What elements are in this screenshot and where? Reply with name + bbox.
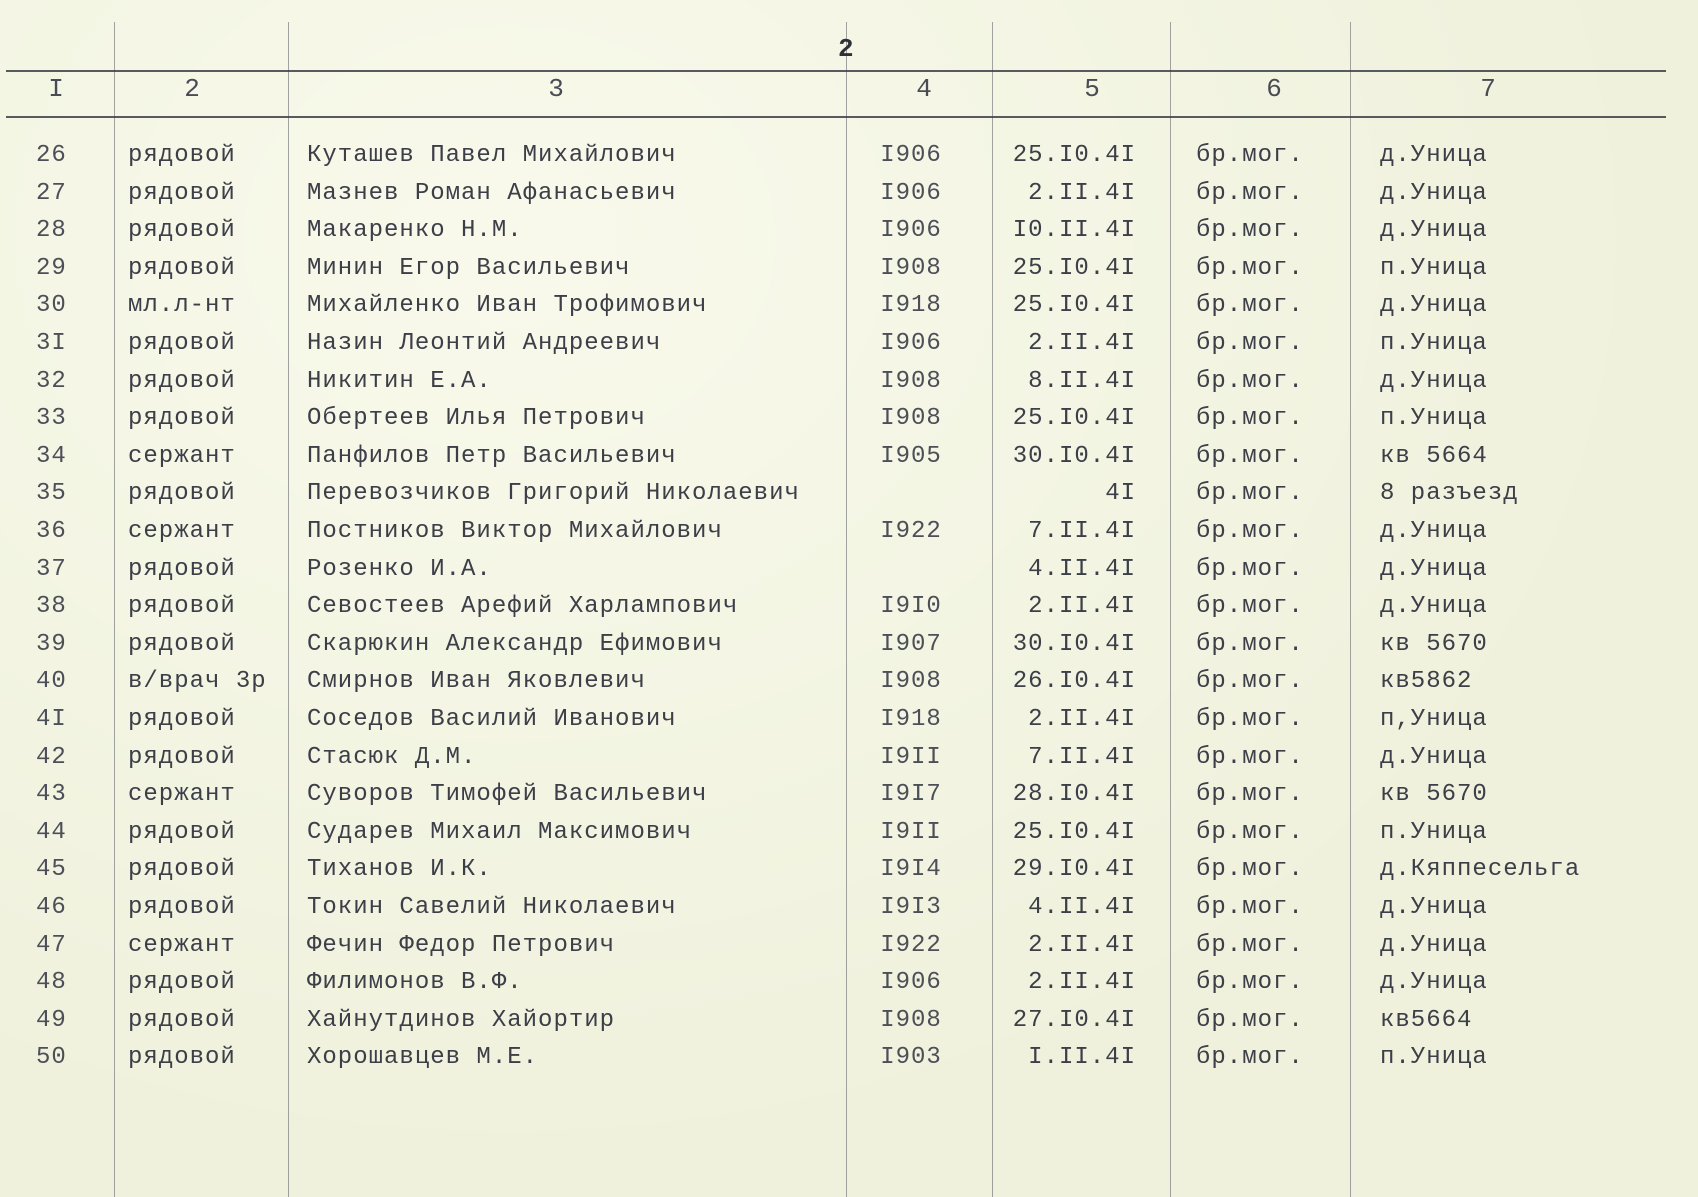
- rank: рядовой: [128, 555, 236, 583]
- burial-type: бр.мог.: [1196, 593, 1304, 621]
- row-number: 33: [36, 405, 67, 433]
- burial-type: бр.мог.: [1196, 518, 1304, 545]
- table-row: [0, 776, 1698, 813]
- burial-type: бр.мог.: [1196, 480, 1304, 508]
- birth-year: I9II: [880, 818, 942, 846]
- burial-place: п,Уница: [1380, 706, 1488, 733]
- rank: рядовой: [128, 593, 236, 621]
- full-name: Мазнев Роман Афанасьевич: [307, 179, 677, 207]
- burial-type: бр.мог.: [1196, 818, 1304, 846]
- table-row: [0, 1039, 1698, 1076]
- table-row: [0, 701, 1698, 738]
- table-row: [0, 212, 1698, 249]
- birth-year: I908: [880, 1006, 942, 1034]
- burial-place: п.Уница: [1380, 405, 1488, 433]
- row-number: 27: [36, 179, 67, 207]
- row-number: 47: [36, 931, 67, 959]
- rank: рядовой: [128, 367, 236, 395]
- rank: рядовой: [128, 405, 236, 433]
- burial-type: бр.мог.: [1196, 330, 1304, 357]
- rank: рядовой: [128, 894, 236, 921]
- rank: рядовой: [128, 217, 236, 245]
- full-name: Перевозчиков Григорий Николаевич: [307, 480, 800, 508]
- full-name: Тиханов И.К.: [307, 856, 492, 884]
- table-row: [0, 475, 1698, 512]
- death-date: 4.II.4I: [1028, 555, 1136, 583]
- full-name: Суворов Тимофей Васильевич: [307, 781, 708, 809]
- burial-place: п.Уница: [1380, 1044, 1488, 1072]
- burial-type: бр.мог.: [1196, 781, 1304, 809]
- row-number: 48: [36, 969, 67, 997]
- rank: рядовой: [128, 142, 236, 169]
- burial-type: бр.мог.: [1196, 367, 1304, 395]
- birth-year: I907: [880, 630, 942, 658]
- rank: рядовой: [128, 818, 236, 846]
- rank: рядовой: [128, 179, 236, 207]
- full-name: Скарюкин Александр Ефимович: [307, 630, 723, 658]
- row-number: 49: [36, 1006, 67, 1034]
- row-number: 40: [36, 668, 67, 696]
- table-row: [0, 325, 1698, 362]
- burial-place: д.Уница: [1380, 743, 1488, 771]
- row-number: 4I: [36, 706, 67, 733]
- burial-place: кв 5670: [1380, 781, 1488, 809]
- full-name: Михайленко Иван Трофимович: [307, 292, 708, 320]
- row-number: 42: [36, 743, 67, 771]
- birth-year: I9I4: [880, 856, 942, 884]
- burial-place: 8 разъезд: [1380, 480, 1519, 508]
- death-date: 25.I0.4I: [1012, 818, 1136, 846]
- death-date: 25.I0.4I: [1012, 292, 1136, 320]
- row-number: 3I: [36, 330, 67, 357]
- full-name: Хорошавцев М.Е.: [307, 1044, 539, 1072]
- burial-type: бр.мог.: [1196, 442, 1304, 470]
- burial-place: д.Уница: [1380, 555, 1488, 583]
- table-row: [0, 551, 1698, 588]
- full-name: Минин Егор Васильевич: [307, 254, 631, 282]
- birth-year: I9I7: [880, 781, 942, 809]
- burial-place: д.Уница: [1380, 969, 1488, 997]
- burial-type: бр.мог.: [1196, 292, 1304, 320]
- column-header-2: 2: [184, 74, 200, 104]
- birth-year: I906: [880, 217, 942, 245]
- birth-year: I908: [880, 668, 942, 696]
- table-row: [0, 851, 1698, 888]
- death-date: 2.II.4I: [1028, 593, 1136, 621]
- full-name: Смирнов Иван Яковлевич: [307, 668, 646, 696]
- table-row: [0, 175, 1698, 212]
- burial-place: д.Уница: [1380, 142, 1488, 169]
- burial-type: бр.мог.: [1196, 1006, 1304, 1034]
- death-date: 26.I0.4I: [1012, 668, 1136, 696]
- full-name: Куташев Павел Михайлович: [307, 142, 677, 169]
- burial-place: кв5664: [1380, 1006, 1473, 1034]
- birth-year: I908: [880, 254, 942, 282]
- birth-year: I908: [880, 405, 942, 433]
- row-number: 35: [36, 480, 67, 508]
- burial-type: бр.мог.: [1196, 668, 1304, 696]
- row-number: 36: [36, 518, 67, 545]
- row-number: 30: [36, 292, 67, 320]
- row-number: 28: [36, 217, 67, 245]
- column-header-4: 4: [916, 74, 932, 104]
- death-date: 30.I0.4I: [1012, 630, 1136, 658]
- burial-place: д.Уница: [1380, 518, 1488, 545]
- column-header-6: 6: [1266, 74, 1282, 104]
- death-date: I0.II.4I: [1012, 217, 1136, 245]
- burial-type: бр.мог.: [1196, 931, 1304, 959]
- death-date: I.II.4I: [1028, 1044, 1136, 1072]
- birth-year: I9I3: [880, 894, 942, 921]
- row-number: 26: [36, 142, 67, 169]
- birth-year: I906: [880, 330, 942, 357]
- full-name: Соседов Василий Иванович: [307, 706, 677, 733]
- death-date: 25.I0.4I: [1012, 254, 1136, 282]
- death-date: 2.II.4I: [1028, 931, 1136, 959]
- rank: в/врач 3р: [128, 668, 267, 696]
- full-name: Постников Виктор Михайлович: [307, 518, 723, 545]
- birth-year: I906: [880, 179, 942, 207]
- burial-type: бр.мог.: [1196, 743, 1304, 771]
- death-date: 30.I0.4I: [1012, 442, 1136, 470]
- birth-year: I9II: [880, 743, 942, 771]
- full-name: Хайнутдинов Хайортир: [307, 1006, 616, 1034]
- burial-type: бр.мог.: [1196, 856, 1304, 884]
- rank: сержант: [128, 931, 236, 959]
- burial-place: д.Кяппесельга: [1380, 856, 1581, 884]
- burial-place: п.Уница: [1380, 818, 1488, 846]
- column-header-7: 7: [1480, 74, 1496, 104]
- birth-year: I903: [880, 1044, 942, 1072]
- row-number: 46: [36, 894, 67, 921]
- burial-type: бр.мог.: [1196, 706, 1304, 733]
- column-header-3: 3: [548, 74, 564, 104]
- burial-place: кв 5670: [1380, 630, 1488, 658]
- table-row: [0, 588, 1698, 625]
- burial-place: д.Уница: [1380, 292, 1488, 320]
- burial-type: бр.мог.: [1196, 1044, 1304, 1072]
- burial-type: бр.мог.: [1196, 254, 1304, 282]
- table-row: [0, 287, 1698, 324]
- birth-year: I922: [880, 518, 942, 545]
- burial-type: бр.мог.: [1196, 179, 1304, 207]
- death-date: 28.I0.4I: [1012, 781, 1136, 809]
- rank: рядовой: [128, 969, 236, 997]
- full-name: Макаренко Н.М.: [307, 217, 523, 245]
- table-row: [0, 363, 1698, 400]
- full-name: Панфилов Петр Васильевич: [307, 442, 677, 470]
- rank: сержант: [128, 518, 236, 545]
- table-row: [0, 739, 1698, 776]
- table-row: [0, 438, 1698, 475]
- rank: мл.л-нт: [128, 292, 236, 320]
- death-date: 2.II.4I: [1028, 969, 1136, 997]
- full-name: Стасюк Д.М.: [307, 743, 477, 771]
- burial-place: п.Уница: [1380, 254, 1488, 282]
- birth-year: I905: [880, 442, 942, 470]
- burial-type: бр.мог.: [1196, 894, 1304, 921]
- burial-type: бр.мог.: [1196, 405, 1304, 433]
- row-number: 50: [36, 1044, 67, 1072]
- row-number: 44: [36, 818, 67, 846]
- death-date: 4I: [1105, 480, 1136, 508]
- column-header-1: I: [48, 74, 64, 104]
- table-row: [0, 1002, 1698, 1039]
- full-name: Севостеев Арефий Харлампович: [307, 593, 739, 621]
- row-number: 45: [36, 856, 67, 884]
- death-date: 7.II.4I: [1028, 518, 1136, 545]
- rank: рядовой: [128, 254, 236, 282]
- full-name: Сударев Михаил Максимович: [307, 818, 693, 846]
- burial-place: кв5862: [1380, 668, 1473, 696]
- rank: рядовой: [128, 706, 236, 733]
- table-row: [0, 626, 1698, 663]
- row-number: 34: [36, 442, 67, 470]
- burial-place: кв 5664: [1380, 442, 1488, 470]
- burial-place: д.Уница: [1380, 217, 1488, 245]
- row-number: 43: [36, 781, 67, 809]
- page-number: 2: [838, 34, 854, 64]
- row-number: 38: [36, 593, 67, 621]
- burial-place: д.Уница: [1380, 894, 1488, 921]
- table-row: [0, 400, 1698, 437]
- row-number: 29: [36, 254, 67, 282]
- table-row: [0, 814, 1698, 851]
- full-name: Фечин Федор Петрович: [307, 931, 616, 959]
- death-date: 25.I0.4I: [1012, 142, 1136, 169]
- burial-place: д.Уница: [1380, 931, 1488, 959]
- birth-year: I906: [880, 142, 942, 169]
- death-date: 8.II.4I: [1028, 367, 1136, 395]
- burial-type: бр.мог.: [1196, 142, 1304, 169]
- death-date: 7.II.4I: [1028, 743, 1136, 771]
- birth-year: I918: [880, 292, 942, 320]
- table-row: [0, 964, 1698, 1001]
- full-name: Назин Леонтий Андреевич: [307, 330, 662, 357]
- table-row: [0, 137, 1698, 174]
- header-top-rule: [6, 70, 1666, 72]
- rank: сержант: [128, 781, 236, 809]
- rank: рядовой: [128, 1006, 236, 1034]
- rank: рядовой: [128, 630, 236, 658]
- death-date: 4.II.4I: [1028, 894, 1136, 921]
- burial-place: д.Уница: [1380, 179, 1488, 207]
- row-number: 32: [36, 367, 67, 395]
- table-row: [0, 663, 1698, 700]
- header-bottom-rule: [6, 116, 1666, 118]
- table-row: [0, 250, 1698, 287]
- birth-year: I9I0: [880, 593, 942, 621]
- death-date: 2.II.4I: [1028, 330, 1136, 357]
- burial-type: бр.мог.: [1196, 969, 1304, 997]
- birth-year: I908: [880, 367, 942, 395]
- table-row: [0, 889, 1698, 926]
- burial-place: д.Уница: [1380, 593, 1488, 621]
- burial-place: д.Уница: [1380, 367, 1488, 395]
- row-number: 39: [36, 630, 67, 658]
- table-row: [0, 513, 1698, 550]
- rank: рядовой: [128, 480, 236, 508]
- full-name: Филимонов В.Ф.: [307, 969, 523, 997]
- birth-year: I918: [880, 706, 942, 733]
- rank: рядовой: [128, 1044, 236, 1072]
- birth-year: I922: [880, 931, 942, 959]
- rank: рядовой: [128, 856, 236, 884]
- burial-place: п.Уница: [1380, 330, 1488, 357]
- full-name: Никитин Е.А.: [307, 367, 492, 395]
- rank: сержант: [128, 442, 236, 470]
- death-date: 29.I0.4I: [1012, 856, 1136, 884]
- column-header-5: 5: [1084, 74, 1100, 104]
- rank: рядовой: [128, 743, 236, 771]
- burial-type: бр.мог.: [1196, 630, 1304, 658]
- burial-type: бр.мог.: [1196, 555, 1304, 583]
- row-number: 37: [36, 555, 67, 583]
- full-name: Обертеев Илья Петрович: [307, 405, 646, 433]
- burial-type: бр.мог.: [1196, 217, 1304, 245]
- death-date: 2.II.4I: [1028, 179, 1136, 207]
- death-date: 25.I0.4I: [1012, 405, 1136, 433]
- rank: рядовой: [128, 330, 236, 357]
- death-date: 2.II.4I: [1028, 706, 1136, 733]
- table-row: [0, 927, 1698, 964]
- full-name: Токин Савелий Николаевич: [307, 894, 677, 921]
- full-name: Розенко И.А.: [307, 555, 492, 583]
- death-date: 27.I0.4I: [1012, 1006, 1136, 1034]
- birth-year: I906: [880, 969, 942, 997]
